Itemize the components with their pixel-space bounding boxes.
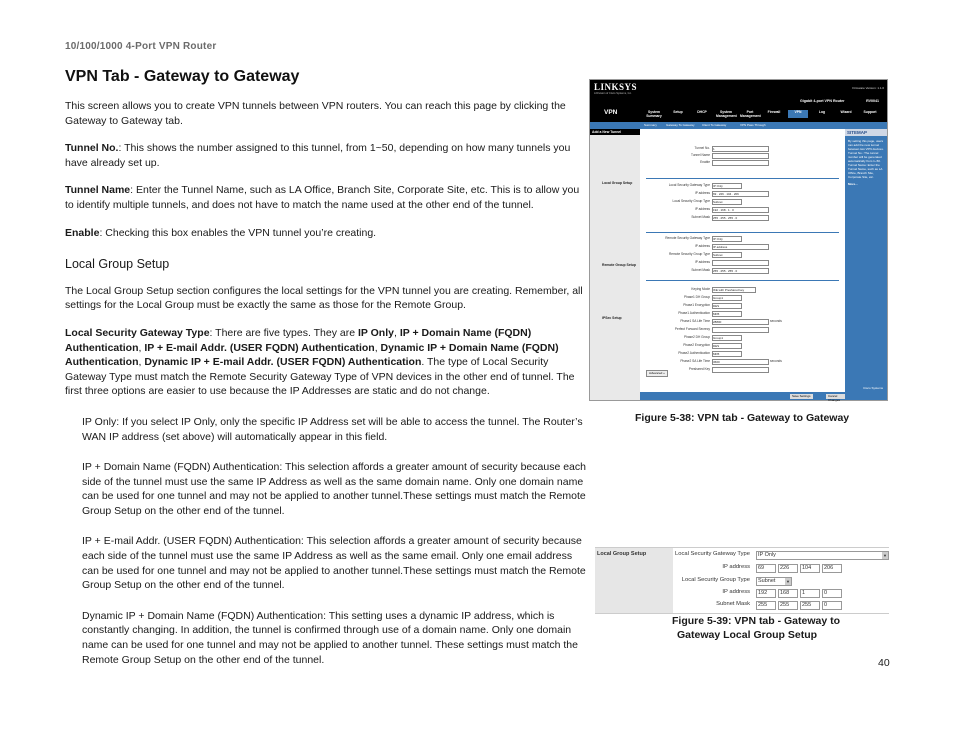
- local-group-heading: Local Group Setup: [65, 257, 170, 272]
- field-label: Local Security Group Type: [672, 199, 710, 203]
- field-label: Subnet Mask: [691, 215, 710, 219]
- cancel-changes-button[interactable]: Cancel Changes: [826, 394, 845, 399]
- nav-item[interactable]: Port Management: [740, 110, 761, 118]
- firmware-version: Firmware Version: 1.1.0: [852, 86, 884, 90]
- field-label: IP address: [722, 589, 750, 595]
- nav-item[interactable]: Support: [863, 110, 877, 114]
- separator: ,: [393, 326, 400, 339]
- gateway-type-option-1: IP Only: [357, 326, 394, 339]
- field-label: Local Security Gateway Type: [668, 183, 710, 187]
- ip-octet-input[interactable]: 192: [756, 589, 776, 598]
- field-select[interactable]: Group1: [712, 335, 742, 341]
- field-select[interactable]: MD5: [712, 311, 742, 317]
- field-label: Local Security Group Type: [681, 577, 750, 583]
- select-value: Subnet: [758, 578, 776, 584]
- field-label: Phase1 Authentication: [678, 311, 710, 315]
- enable-text: : Checking this box enables the VPN tunnel you’re creating.: [99, 226, 377, 239]
- figure-5-38-caption: Figure 5-38: VPN tab - Gateway to Gateway: [635, 412, 850, 424]
- tunnel-no-text: : This shows the number assigned to this tunnel, from 1~50, depending on how many tunnels you have already set up.: [65, 142, 571, 169]
- field-select[interactable]: IKE with Preshared key: [712, 287, 756, 293]
- figure-5-39-caption: [672, 614, 840, 642]
- separator: ,: [138, 341, 145, 354]
- sitemap-link[interactable]: SITEMAP: [845, 129, 887, 136]
- field-select[interactable]: Subnet: [712, 252, 742, 258]
- field-label: Preshared Key: [688, 367, 710, 371]
- save-settings-button[interactable]: Save Settings: [792, 394, 811, 398]
- field-label: Phase2 DH Group: [683, 335, 710, 339]
- field-select[interactable]: [756, 551, 889, 560]
- ip-octet-input[interactable]: 255: [778, 601, 798, 610]
- field-unit: seconds: [770, 319, 782, 323]
- ip-only-paragraph: IP Only: If you select IP Only, only the specific IP Address set will be able to access the tunnel. The Router’s WAN IP address (set above) will automatically appear in this field.: [82, 415, 583, 443]
- field-input[interactable]: [712, 327, 769, 333]
- linksys-logo: LINKSYS: [594, 82, 638, 92]
- field-select[interactable]: DES: [712, 343, 742, 349]
- field-label: IP address: [694, 244, 710, 248]
- field-label: Enable: [700, 160, 710, 164]
- advanced-button[interactable]: Advanced +: [646, 370, 668, 377]
- gateway-type-tail: . The type of Local Security Gateway Type must match the Remote Security Gateway Type of VPN devices in the other end of tunnel. The first three options are easier to use because the IP Addresses are static and do not change.: [65, 356, 575, 398]
- separator: ,: [374, 341, 381, 354]
- nav-item[interactable]: Firewall: [767, 110, 781, 114]
- enable-paragraph: [65, 226, 587, 241]
- gateway-type-option-2: IP + Domain Name (FQDN) Authentication: [65, 326, 532, 354]
- sub-nav: [590, 122, 887, 129]
- field-unit: seconds: [770, 359, 782, 363]
- subnav-tab[interactable]: Client To Gateway: [702, 123, 727, 127]
- field-input[interactable]: 3600: [712, 359, 769, 365]
- nav-item[interactable]: VPN: [788, 110, 808, 118]
- nav-item[interactable]: Wizard: [840, 110, 852, 114]
- tunnel-name-text: : Enter the Tunnel Name, such as LA Office, Branch Site, Corporate Site, etc. This is to allow you to identify multiple tunnels, and does not have to match the name used at the other end of the tunnel.: [65, 184, 580, 211]
- field-select[interactable]: DES: [712, 303, 742, 309]
- main-nav: [590, 106, 900, 122]
- field-label: Phase2 Authentication: [678, 351, 710, 355]
- field-input[interactable]: [712, 260, 769, 266]
- dynamic-domain-paragraph: Dynamic IP + Domain Name (FQDN) Authentication: This setting uses a dynamic IP address, which is constantly changing. In addition, the tunnel is confirmed through use of a domain name. Only one domain name can be used for one tunnel and may not be applied to another tunnel. These settings must match the Remote Group Setup on the other end of the tunnel.: [82, 609, 578, 666]
- field-select[interactable]: IP Only: [712, 183, 742, 189]
- tunnel-no-paragraph: [65, 141, 587, 170]
- section-label: VPN: [604, 109, 618, 116]
- ip-octet-input[interactable]: 168: [778, 589, 798, 598]
- help-more-link[interactable]: More...: [848, 182, 858, 186]
- body-column: [65, 99, 587, 680]
- page-number: 40: [878, 657, 890, 669]
- field-label: Phase2 Encryption: [683, 343, 710, 347]
- bottom-bar: [640, 392, 845, 400]
- section-divider: [646, 232, 839, 233]
- section-divider: [646, 280, 839, 281]
- ip-octet-input[interactable]: 1: [800, 589, 820, 598]
- chevron-down-icon: ▼: [786, 579, 790, 584]
- ip-octet-input[interactable]: 255: [756, 601, 776, 610]
- section-divider: [646, 178, 839, 179]
- local-group-intro: The Local Group Setup section configures the local settings for the VPN tunnel you are creating. Remember, all settings for the Local Group must be exactly the same as those for the Remote Group.: [65, 284, 583, 312]
- field-select[interactable]: IP Only: [712, 236, 742, 242]
- chevron-down-icon: ▼: [883, 553, 887, 558]
- gateway-type-paragraph: [65, 326, 587, 399]
- nav-item[interactable]: Setup: [673, 110, 683, 114]
- ip-email-paragraph: IP + E-mail Addr. (USER FQDN) Authentication: This selection affords a greater amount of security because each side of the tunnel must use the same IP Address as well as the same email. Only one email address can be used for one tunnel and may not be applied to another tunnel.These settings must match the Remote Group Setup on the other end of the tunnel.: [82, 535, 586, 592]
- tunnel-name-term: Tunnel Name: [65, 184, 131, 197]
- product-bar: [590, 98, 887, 106]
- field-label: Phase1 SA Life Time: [680, 319, 710, 323]
- field-label: Remote Security Group Type: [668, 252, 710, 256]
- nav-item[interactable]: Logout: [888, 110, 900, 114]
- tunnel-name-paragraph: [65, 183, 587, 212]
- left-panel: [590, 129, 640, 400]
- field-label: Subnet Mask: [716, 601, 750, 607]
- field-input[interactable]: IP address: [712, 244, 769, 250]
- field-label: Phase2 SA Life Time: [680, 359, 710, 363]
- nav-item[interactable]: System Summary: [646, 110, 662, 118]
- gateway-type-term: Local Security Gateway Type: [65, 326, 210, 339]
- separator: ,: [138, 356, 145, 369]
- field-label: IP address: [722, 564, 750, 570]
- field-label: Local Security Gateway Type: [675, 551, 750, 557]
- help-text: By setting this page, users can add the new tunnel between two VPN devices. Tunnel No.: The tunnel number will be generated automatically from 1~50. Tunnel Name: Enter the Tunnel Name, such as LA Office, Branch Site, Corporate Site, etc.: [848, 139, 884, 179]
- field-input[interactable]: 255 . 255 . 255 . 0: [712, 215, 769, 221]
- subnav-tab[interactable]: Gateway To Gateway: [666, 123, 695, 127]
- ipsec-label: IPSec Setup: [602, 316, 622, 320]
- field-select[interactable]: MD5: [712, 351, 742, 357]
- field-input[interactable]: 192 . 168 . 1 . 0: [712, 207, 769, 213]
- cisco-mark: Cisco Systems: [863, 386, 883, 390]
- field-label: IP address: [694, 207, 710, 211]
- subnav-tab[interactable]: VPN Pass Through: [740, 123, 766, 127]
- select-value: IP Only: [758, 552, 776, 558]
- logo-subtitle: A Division of Cisco Systems, Inc.: [594, 92, 632, 95]
- ip-octet-input[interactable]: 104: [800, 564, 820, 573]
- page-title: VPN Tab - Gateway to Gateway: [65, 68, 300, 85]
- field-label: Tunnel Name: [690, 153, 710, 157]
- product-name: Gigabit 4-port VPN Router: [800, 99, 845, 103]
- ip-octet-input[interactable]: 226: [778, 564, 798, 573]
- gateway-type-lead: : There are five types. They are: [209, 326, 358, 339]
- ip-octet-input[interactable]: 0: [822, 589, 842, 598]
- field-label: Perfect Forward Secrecy: [674, 327, 710, 331]
- field-select[interactable]: Group1: [712, 295, 742, 301]
- field-label: Phase1 Encryption: [683, 303, 710, 307]
- subnav-tab[interactable]: Summary: [644, 123, 657, 127]
- intro-paragraph: This screen allows you to create VPN tunnels between VPN routers. You can reach this page by clicking the Gateway to Gateway tab.: [65, 100, 566, 127]
- ip-octet-input[interactable]: 255: [800, 601, 820, 610]
- nav-item[interactable]: Log: [818, 110, 826, 114]
- field-label: Remote Security Gateway Type: [665, 236, 710, 240]
- ip-octet-input[interactable]: 206: [822, 564, 842, 573]
- help-panel: [845, 129, 887, 400]
- caption-line-1: Figure 5-39: VPN tab - Gateway to: [672, 615, 841, 627]
- field-select[interactable]: [756, 577, 792, 586]
- field-label: Subnet Mask: [691, 268, 710, 272]
- field-input[interactable]: [712, 160, 769, 166]
- section-title: Local Group Setup: [597, 551, 647, 557]
- ip-domain-paragraph: IP + Domain Name (FQDN) Authentication: This selection affords a greater amount of security because each side of the tunnel must use the same IP Address as well as the same domain name. Only one domain name can be used for one tunnel and may not be applied to another tunnel.These settings must match the Remote Group Setup on the other end of the tunnel.: [82, 461, 586, 517]
- section-panel: [595, 548, 673, 613]
- field-label: Keying Mode: [691, 287, 710, 291]
- running-head: 10/100/1000 4-Port VPN Router: [65, 41, 217, 52]
- field-input[interactable]: 28800: [712, 319, 769, 325]
- remote-group-label: Remote Group Setup: [602, 263, 636, 267]
- nav-item[interactable]: System Management: [716, 110, 737, 118]
- add-tunnel-header: Add a New Tunnel: [590, 129, 640, 135]
- field-input[interactable]: [712, 367, 769, 373]
- nav-items: [644, 110, 904, 118]
- field-label: IP address: [694, 191, 710, 195]
- tunnel-no-term: Tunnel No.: [65, 142, 119, 155]
- nav-item[interactable]: DHCP: [697, 110, 707, 114]
- local-group-setup-screenshot: [595, 547, 889, 614]
- model-number: RV0041: [866, 99, 879, 103]
- ip-octet-input[interactable]: 69: [756, 564, 776, 573]
- field-label: Tunnel No.: [694, 146, 710, 150]
- local-group-label: Local Group Setup: [602, 181, 633, 185]
- field-label: Phase1 DH Group: [683, 295, 710, 299]
- ip-octet-input[interactable]: 0: [822, 601, 842, 610]
- field-input[interactable]: 1: [712, 146, 769, 152]
- field-select[interactable]: Subnet: [712, 199, 742, 205]
- field-input[interactable]: 255 . 255 . 255 . 0: [712, 268, 769, 274]
- enable-term: Enable: [65, 226, 100, 239]
- router-header: [590, 80, 887, 98]
- gateway-type-option-4: Dynamic IP + Domain Name (FQDN) Authentication: [65, 341, 559, 369]
- gateway-type-option-5: Dynamic IP + E-mail Addr. (USER FQDN) Authentication: [144, 356, 422, 369]
- field-input[interactable]: 69 . 226 . 104 . 206: [712, 191, 769, 197]
- gateway-type-option-3: IP + E-mail Addr. (USER FQDN) Authentication: [144, 341, 375, 354]
- field-input[interactable]: [712, 153, 769, 159]
- caption-line-2: Gateway Local Group Setup: [677, 629, 818, 641]
- vpn-gateway-screenshot: [589, 79, 900, 402]
- field-label: IP address: [694, 260, 710, 264]
